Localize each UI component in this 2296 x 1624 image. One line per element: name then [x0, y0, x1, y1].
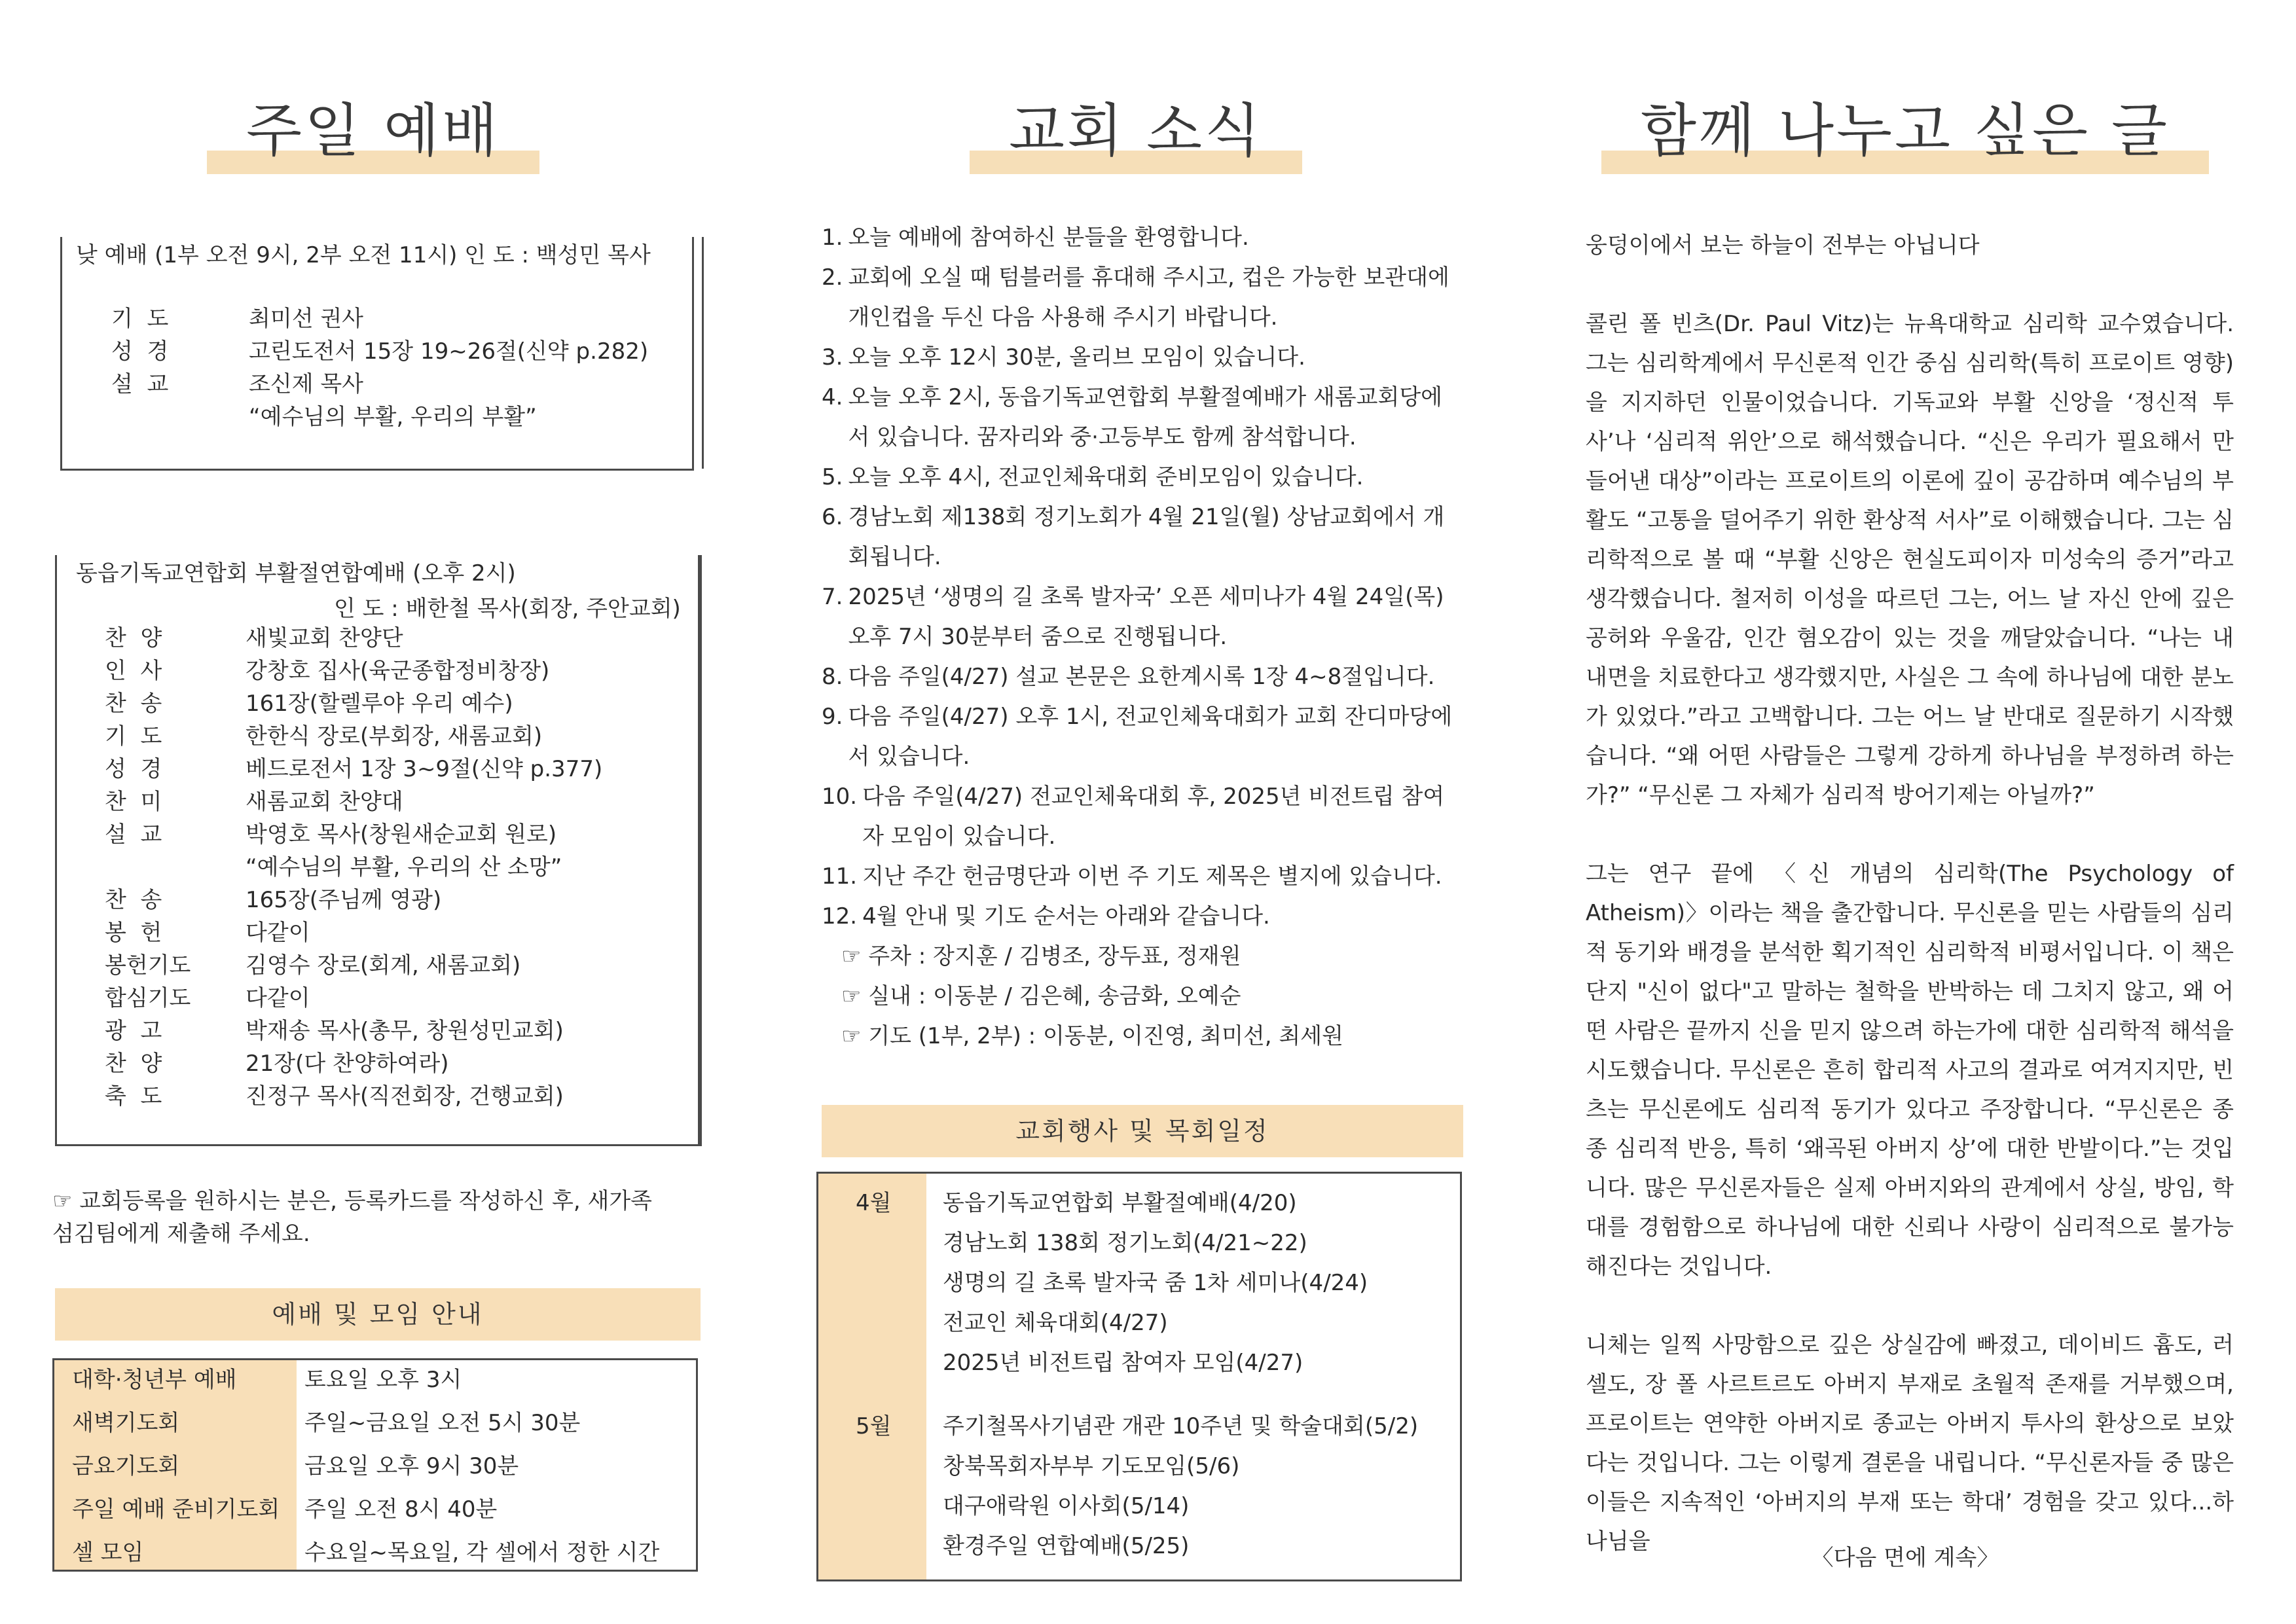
easter-row-value: 김영수 장로(회계, 새롬교회) [246, 952, 521, 979]
news-item-text: 경남노회 제138회 정기노회가 4월 21일(월) 상남교회에서 개회됩니다. [848, 504, 1445, 570]
news-column [809, 0, 1463, 1624]
easter-row-label: 성 경 [105, 756, 162, 782]
news-item-number: 11. [822, 863, 858, 890]
day-row-value: 최미선 권사 [249, 306, 364, 332]
news-item-number: 12. [822, 903, 858, 929]
schedule-event: 2025년 비전트립 참여자 모임(4/27) [943, 1350, 1303, 1376]
meeting-label: 새벽기도회 [72, 1410, 180, 1436]
day-worship-title: 낮 예배 (1부 오전 9시, 2부 오전 11시) 인 도 : 백성민 목사 [76, 242, 651, 268]
news-item-text: 2025년 ‘생명의 길 초록 발자국’ 오픈 세미나가 4월 24일(목) 오후 7시 30분부터 줌으로 진행됩니다. [848, 584, 1444, 650]
news-item-number: 9. [822, 704, 843, 730]
easter-row-value: 새빛교회 찬양단 [246, 625, 403, 651]
news-item [822, 697, 1463, 777]
news-item-text: 오늘 오후 4시, 전교인체육대회 준비모임이 있습니다. [848, 464, 1364, 490]
article-paragraph-3: 니체는 일찍 사망함으로 깊은 상실감에 빠졌고, 데이비드 흄도, 러셀도, 장 폴 사르트르도 아버지 부재로 초월적 존재를 거부했으며, 프로이트는 연약한 아버지로 종교는 아버지 투사의 환상으로 보았다는 것입니다. 그는 이렇게 결론을 내립니다. “무신론자들 중 많은 이들은 지속적인 ‘아버지의 부재 또는 학대’ 경험을 갖고 있다...하나님을 [1586, 1332, 2234, 1555]
easter-row-label: 찬 양 [105, 625, 162, 651]
news-item [822, 497, 1463, 577]
schedule-event: 생명의 길 초록 발자국 줌 1차 세미나(4/24) [943, 1270, 1368, 1296]
article-column [1571, 0, 2239, 1624]
news-item [822, 458, 1463, 497]
easter-row-value: 박재송 목사(총무, 창원성민교회) [246, 1018, 564, 1044]
easter-row-value: 베드로전서 1장 3~9절(신약 p.377) [246, 756, 603, 782]
article-heading: 함께 나누고 싶은 글 [1601, 85, 2209, 174]
easter-row-label: 찬 송 [105, 691, 162, 717]
news-item-number: 1. [822, 225, 843, 251]
article-body [1586, 226, 2234, 1561]
news-item-number: 5. [822, 464, 843, 490]
easter-row-value: 새롬교회 찬양대 [246, 789, 403, 815]
news-list [822, 218, 1463, 1056]
easter-row-value: 21장(다 찬양하여라) [246, 1051, 449, 1077]
news-sub-item: ☞ 기도 (1부, 2부) : 이동분, 이진영, 최미선, 최세원 [841, 1023, 1343, 1049]
register-note: ☞ 교회등록을 원하시는 분은, 등록카드를 작성하신 후, 새가족 섬김팀에게 제출해 주세요. [52, 1188, 653, 1247]
easter-row-label: 광 고 [105, 1018, 162, 1044]
easter-title: 동읍기독교연합회 부활절연합예배 (오후 2시) [76, 560, 516, 586]
news-item [822, 258, 1463, 338]
news-item-text: 오늘 오후 12시 30분, 올리브 모임이 있습니다. [848, 344, 1305, 370]
news-item-number: 10. [822, 784, 858, 810]
news-item-number: 4. [822, 384, 843, 410]
continued-note: 〈다음 면에 계속〉 [1811, 1545, 1999, 1571]
news-item-text: 교회에 오실 때 텀블러를 휴대해 주시고, 컵은 가능한 보관대에 개인컵을 두신 다음 사용해 주시기 바랍니다. [848, 264, 1449, 331]
easter-row-value: “예수님의 부활, 우리의 산 소망” [246, 854, 562, 880]
schedule-month: 5월 [856, 1413, 892, 1439]
day-row-label: 성 경 [111, 338, 169, 365]
day-row-label: 설 교 [111, 371, 169, 397]
meetings-band: 예배 및 모임 안내 [55, 1288, 701, 1341]
news-item [822, 338, 1463, 378]
easter-row-label: 인 사 [105, 658, 162, 684]
meeting-value: 주일 오전 8시 40분 [304, 1496, 498, 1523]
news-item [822, 777, 1463, 857]
news-item-text: 4월 안내 및 기도 순서는 아래와 같습니다. [862, 903, 1270, 929]
meeting-value: 토요일 오후 3시 [304, 1367, 462, 1393]
easter-row-value: 박영호 목사(창원새순교회 원로) [246, 821, 557, 848]
news-item-text: 다음 주일(4/27) 설교 본문은 요한계시록 1장 4~8절입니다. [848, 664, 1435, 690]
news-item-number: 6. [822, 504, 843, 530]
schedule-month: 4월 [856, 1190, 892, 1216]
easter-row-label: 찬 양 [105, 1051, 162, 1077]
news-sub-item: ☞ 주차 : 장지훈 / 김병조, 장두표, 정재원 [841, 943, 1241, 969]
news-item [822, 657, 1463, 697]
day-row-value: 고린도전서 15장 19~26절(신약 p.282) [249, 338, 649, 365]
easter-row-label: 봉헌기도 [105, 952, 191, 979]
easter-row-value: 161장(할렐루야 우리 예수) [246, 691, 513, 717]
day-row-value: 조신제 목사 [249, 371, 364, 397]
news-item-number: 2. [822, 264, 843, 291]
schedule-event: 전교인 체육대회(4/27) [943, 1310, 1168, 1336]
schedule-event: 창북목회자부부 기도모임(5/6) [943, 1453, 1240, 1479]
easter-row-value: 다같이 [246, 920, 310, 946]
news-item [822, 577, 1463, 657]
news-item [822, 857, 1463, 897]
news-item-number: 7. [822, 584, 843, 610]
news-item-text: 다음 주일(4/27) 오후 1시, 전교인체육대회가 교회 잔디마당에서 있습니다. [848, 704, 1453, 770]
meeting-label: 주일 예배 준비기도회 [72, 1496, 280, 1523]
easter-row-label: 찬 미 [105, 789, 162, 815]
news-item-text: 오늘 예배에 참여하신 분들을 환영합니다. [848, 225, 1249, 251]
schedule-event: 주기철목사기념관 개관 10주년 및 학술대회(5/2) [943, 1413, 1419, 1439]
schedule-band: 교회행사 및 목회일정 [822, 1105, 1463, 1157]
meeting-value: 주일~금요일 오전 5시 30분 [304, 1410, 581, 1436]
article-paragraph-2: 그는 연구 끝에 〈신 개념의 심리학(The Psychology of Atheism)〉이라는 책을 출간합니다. 무신론을 믿는 사람들의 심리적 동기와 배경을 분석한 획기적인 심리학적 비평서입니다. 이 책은 단지 "신이 없다"고 말하는 철학을 반박하는 데 그치지 않고, 왜 어떤 사람은 끝까지 신을 믿지 않으려 하는가에 대한 심리학적 해석을 시도했습니다. 무신론은 흔히 합리적 사고의 결과로 여겨지지만, 빈츠는 무신론에도 심리적 동기가 있다고 주장합니다. “무신론은 종종 심리적 반응, 특히 ‘왜곡된 아버지 상’에 대한 반발이다.”는 것입니다. 많은 무신론자들은 실제 아버지와의 관계에서 상실, 방임, 학대를 경험함으로 하나님에 대한 신뢰나 사랑이 심리적으로 불가능해진다는 것입니다. [1586, 861, 2234, 1280]
easter-row-label: 설 교 [105, 821, 162, 848]
day-row-value: “예수님의 부활, 우리의 부활” [249, 404, 537, 430]
news-item-text: 오늘 오후 2시, 동읍기독교연합회 부활절예배가 새롬교회당에서 있습니다. 꿈자리와 중·고등부도 함께 참석합니다. [848, 384, 1443, 450]
article-title: 웅덩이에서 보는 하늘이 전부는 아닙니다 [1586, 232, 1980, 259]
easter-row-label: 찬 송 [105, 887, 162, 913]
news-item-number: 3. [822, 344, 843, 370]
article-paragraph-1: 콜린 폴 빈츠(Dr. Paul Vitz)는 뉴욕대학교 심리학 교수였습니다. 그는 심리학계에서 무신론적 인간 중심 심리학(특히 프로이트 영향)을 지지하던 인물이었습니다. 기독교와 부활 신앙을 ‘정신적 투사’나 ‘심리적 위안’으로 해석했습니다. “신은 우리가 필요해서 만들어낸 대상”이라는 프로이트의 이론에 깊이 공감하며 예수님의 부활도 “고통을 덜어주기 위한 환상적 서사”로 이해했습니다. 그는 심리학적으로 볼 때 “부활 신앙은 현실도피이자 미성숙의 증거”라고 생각했습니다. 철저히 이성을 따르던 그는, 어느 날 자신 안에 깊은 공허와 우울감, 인간 혐오감이 있는 것을 깨달았습니다. “나는 내 내면을 치료한다고 생각했지만, 사실은 그 속에 하나님에 대한 분노가 있었다.”라고 고백합니다. 그는 어느 날 반대로 질문하기 시작했습니다. “왜 어떤 사람들은 그렇게 강하게 하나님을 부정하려 하는가?” “무신론 그 자체가 심리적 방어기제는 아닐까?” [1586, 311, 2234, 808]
meeting-value: 금요일 오후 9시 30분 [304, 1453, 519, 1479]
easter-leader: 인 도 : 배한철 목사(회장, 주안교회) [334, 596, 681, 622]
news-item [822, 378, 1463, 458]
easter-row-label: 축 도 [105, 1083, 162, 1110]
news-item [822, 897, 1463, 937]
news-item-text: 지난 주간 헌금명단과 이번 주 기도 제목은 별지에 있습니다. [862, 863, 1442, 890]
meeting-label: 대학·청년부 예배 [72, 1367, 237, 1393]
schedule-event: 동읍기독교연합회 부활절예배(4/20) [943, 1190, 1297, 1216]
meeting-label: 셀 모임 [72, 1540, 144, 1566]
worship-column [39, 0, 707, 1624]
news-item-text: 다음 주일(4/27) 전교인체육대회 후, 2025년 비전트립 참여자 모임이 있습니다. [862, 784, 1445, 850]
schedule-event: 환경주일 연합예배(5/25) [943, 1533, 1190, 1559]
easter-row-value: 진정구 목사(직전회장, 건행교회) [246, 1083, 564, 1110]
schedule-event: 대구애락원 이사회(5/14) [943, 1493, 1190, 1519]
news-item-number: 8. [822, 664, 843, 690]
meeting-value: 수요일~목요일, 각 셀에서 정한 시간 [304, 1540, 660, 1566]
easter-row-label: 봉 헌 [105, 920, 162, 946]
schedule-event: 경남노회 138회 정기노회(4/21~22) [943, 1230, 1307, 1256]
easter-row-value: 165장(주님께 영광) [246, 887, 442, 913]
easter-row-value: 한한식 장로(부회장, 새롬교회) [246, 723, 543, 749]
easter-row-label: 합심기도 [105, 985, 191, 1011]
news-item [822, 218, 1463, 258]
worship-heading: 주일 예배 [207, 85, 539, 174]
day-row-label: 기 도 [111, 306, 169, 332]
meeting-label: 금요기도회 [72, 1453, 180, 1479]
easter-row-value: 강창호 집사(육군종합정비창장) [246, 658, 550, 684]
news-heading: 교회 소식 [970, 85, 1302, 174]
news-sub-item: ☞ 실내 : 이동분 / 김은혜, 송금화, 오예순 [841, 983, 1241, 1009]
easter-row-value: 다같이 [246, 985, 310, 1011]
easter-row-label: 기 도 [105, 723, 162, 749]
